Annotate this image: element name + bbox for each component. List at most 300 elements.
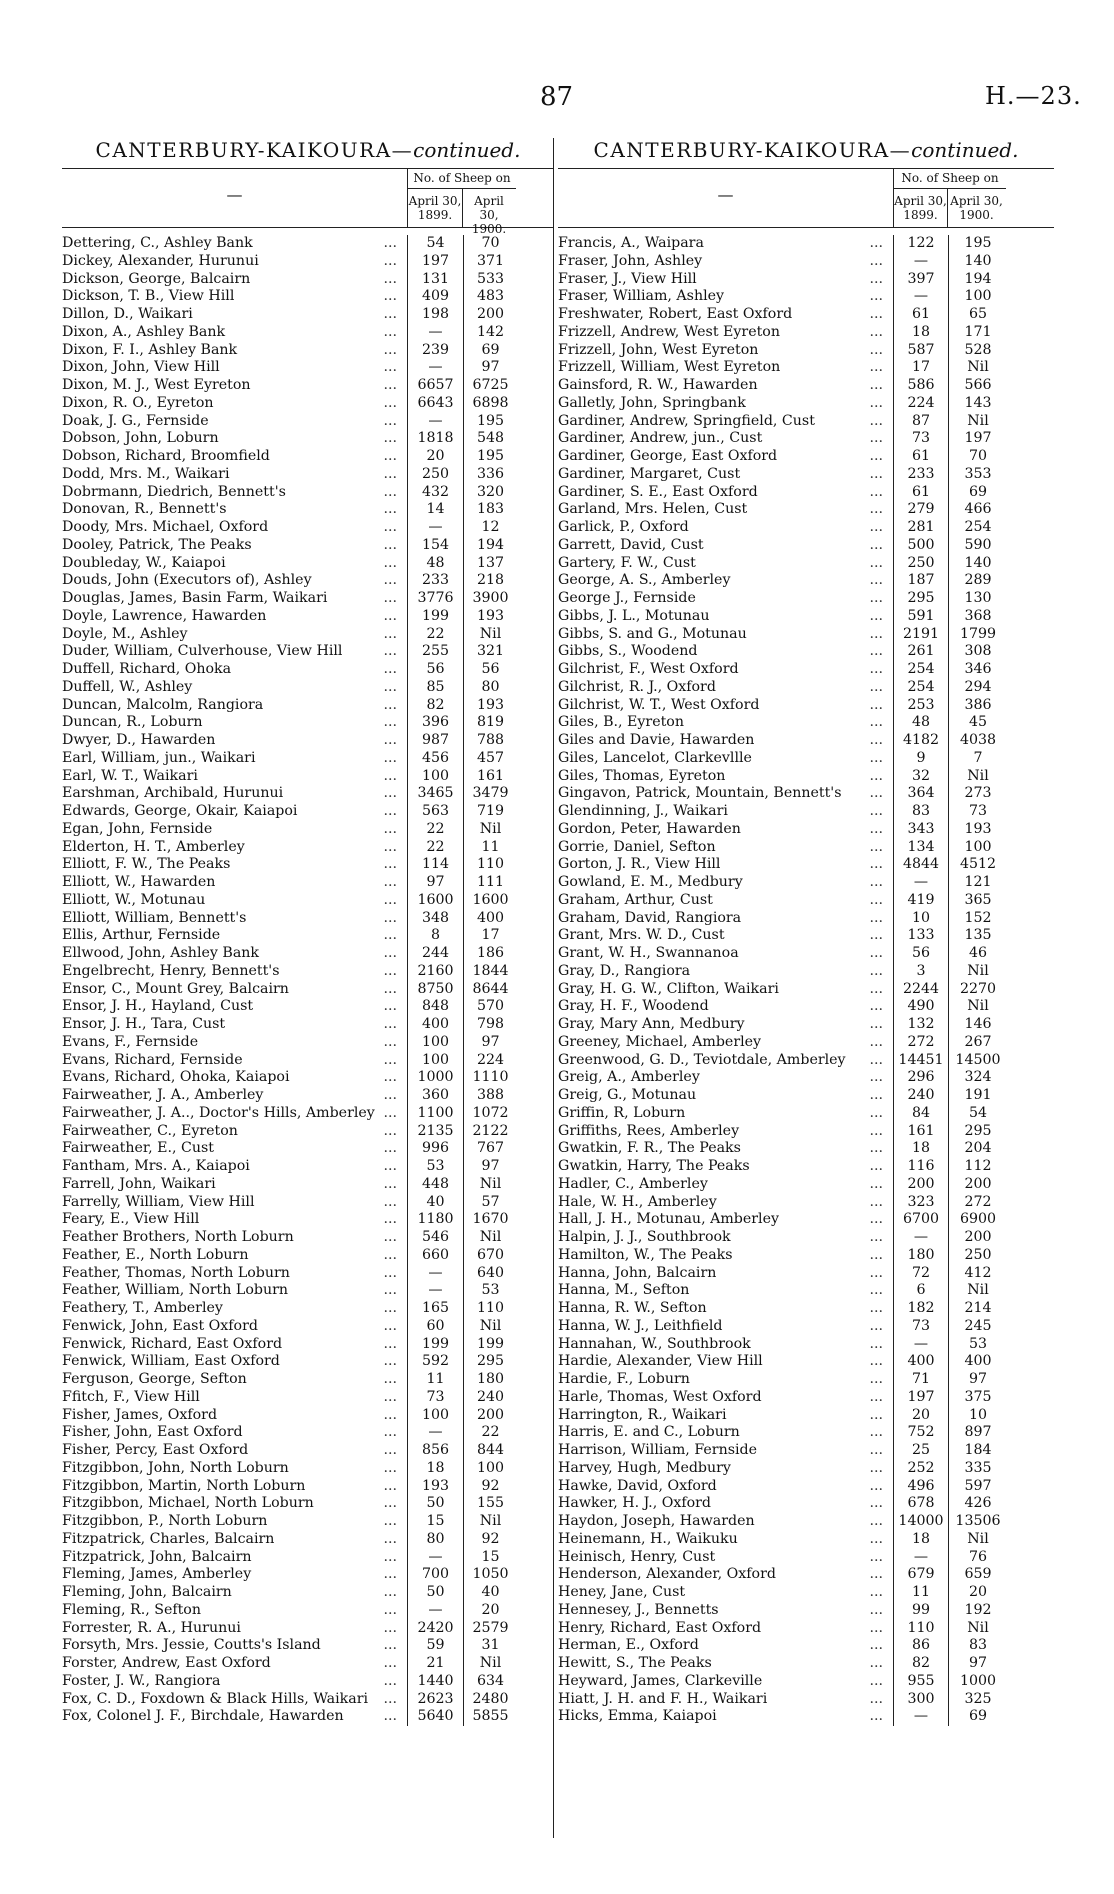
table-row xyxy=(62,1123,554,1141)
owner-name-text: Elderton, H. T., Amberley xyxy=(62,838,245,855)
sheep-1899: 60 xyxy=(407,1318,463,1336)
sheep-1899: 61 xyxy=(893,306,948,324)
dot-leader: ... xyxy=(869,1708,883,1725)
dot-leader: ... xyxy=(383,767,397,784)
sheep-1900: 844 xyxy=(463,1442,517,1460)
table-row xyxy=(558,927,1054,945)
table-row xyxy=(558,1566,1054,1584)
owner-name xyxy=(558,1087,893,1105)
owner-name-text: Duncan, Malcolm, Rangiora xyxy=(62,696,264,713)
owner-name xyxy=(62,785,407,803)
table-row xyxy=(558,1584,1054,1602)
owner-name xyxy=(558,395,893,413)
dot-leader: ... xyxy=(869,554,883,571)
table-row xyxy=(558,1123,1054,1141)
table-row xyxy=(558,324,1054,342)
dot-leader: ... xyxy=(383,909,397,926)
sheep-1899: 279 xyxy=(893,501,948,519)
owner-name-text: Gartery, F. W., Cust xyxy=(558,554,696,571)
owner-name xyxy=(62,1140,407,1158)
table-row xyxy=(62,572,554,590)
owner-name-text: Fitzpatrick, Charles, Balcairn xyxy=(62,1530,275,1547)
left-column xyxy=(62,138,554,1726)
table-row xyxy=(62,1069,554,1087)
sheep-1899: 419 xyxy=(893,892,948,910)
sheep-1900: 1050 xyxy=(463,1566,517,1584)
owner-name xyxy=(62,1478,407,1496)
owner-name xyxy=(558,856,893,874)
sheep-1899: 83 xyxy=(893,803,948,821)
dot-leader: ... xyxy=(383,1158,397,1174)
owner-name-text: Gingavon, Patrick, Mountain, Bennett's xyxy=(558,785,842,802)
table-row xyxy=(62,1424,554,1442)
sheep-1899: 490 xyxy=(893,998,948,1016)
owner-name-text: Earl, W. T., Waikari xyxy=(62,767,198,784)
sheep-1900: Nil xyxy=(948,998,1007,1016)
table-row xyxy=(62,1495,554,1513)
sheep-1900: 195 xyxy=(463,413,517,431)
sheep-1899: 240 xyxy=(893,1087,948,1105)
owner-name-text: Ensor, J. H., Tara, Cust xyxy=(62,1016,226,1032)
table-row xyxy=(558,1282,1054,1300)
table-row xyxy=(62,892,554,910)
owner-name-text: Giles and Davie, Hawarden xyxy=(558,732,755,748)
dot-leader: ... xyxy=(383,643,397,660)
owner-name-text: Dickson, George, Balcairn xyxy=(62,270,251,287)
sheep-1899: 73 xyxy=(893,1318,948,1336)
owner-name-text: Frizzell, John, West Eyreton xyxy=(558,341,759,358)
table-row xyxy=(558,1691,1054,1709)
owner-name-text: Fairweather, J. A.., Doctor's Hills, Amberley xyxy=(62,1104,375,1121)
sheep-1900: 10 xyxy=(948,1407,1007,1425)
table-row xyxy=(558,235,1054,253)
owner-name-text: Doody, Mrs. Michael, Oxford xyxy=(62,519,269,535)
sheep-1899: 165 xyxy=(407,1300,463,1318)
dot-leader: ... xyxy=(869,377,883,393)
owner-name-text: Feather, William, North Loburn xyxy=(62,1282,289,1299)
owner-name xyxy=(558,484,893,502)
sheep-1900: 897 xyxy=(948,1424,1007,1442)
table-row xyxy=(558,1318,1054,1336)
dot-leader: ... xyxy=(869,394,883,411)
table-row xyxy=(558,359,1054,377)
sheep-1900: 100 xyxy=(463,1460,517,1478)
owner-name xyxy=(558,555,893,573)
owner-name-text: Dettering, C., Ashley Bank xyxy=(62,235,253,251)
dot-leader: ... xyxy=(869,1193,883,1210)
sheep-1900: 634 xyxy=(463,1673,517,1691)
dot-leader: ... xyxy=(383,820,397,837)
sheep-1899: 8 xyxy=(407,927,463,945)
owner-name-text: Greeney, Michael, Amberley xyxy=(558,1033,762,1050)
sheep-1900: 2480 xyxy=(463,1691,517,1709)
sheep-1900: Nil xyxy=(948,1282,1007,1300)
sheep-1899: 360 xyxy=(407,1087,463,1105)
dot-leader: ... xyxy=(383,1442,397,1458)
owner-name-text: Gwatkin, F. R., The Peaks xyxy=(558,1140,741,1157)
sheep-1899: 100 xyxy=(407,768,463,786)
sheep-1900: 53 xyxy=(463,1282,517,1300)
dot-leader: ... xyxy=(869,323,883,340)
table-row xyxy=(62,608,554,626)
owner-name-text: Heinisch, Henry, Cust xyxy=(558,1548,716,1565)
owner-name-text: Farrelly, William, View Hill xyxy=(62,1193,255,1210)
sheep-1900: 53 xyxy=(948,1336,1007,1354)
owner-name xyxy=(558,1282,893,1300)
table-row xyxy=(558,945,1054,963)
owner-name xyxy=(558,1069,893,1087)
table-row xyxy=(62,1211,554,1229)
sheep-1900: 819 xyxy=(463,714,517,732)
dot-leader: ... xyxy=(383,607,397,624)
dot-leader: ... xyxy=(869,448,883,464)
owner-name-text: Garlick, P., Oxford xyxy=(558,519,689,535)
year-header-line: 1899. xyxy=(417,208,453,222)
sheep-1899: 660 xyxy=(407,1247,463,1265)
owner-name xyxy=(62,590,407,608)
sheep-1899: 80 xyxy=(407,1531,463,1549)
dot-leader: ... xyxy=(869,1601,883,1618)
owner-name xyxy=(62,413,407,431)
table-row xyxy=(558,1708,1054,1726)
table-row xyxy=(62,1531,554,1549)
sheep-1899: 56 xyxy=(407,661,463,679)
sheep-1900: 140 xyxy=(948,555,1007,573)
dot-leader: ... xyxy=(869,1477,883,1494)
sheep-1900: Nil xyxy=(463,1318,517,1336)
sheep-1900: 12 xyxy=(463,519,517,537)
sheep-1899: — xyxy=(407,1282,463,1300)
owner-name-text: Dixon, F. I., Ashley Bank xyxy=(62,341,238,358)
sheep-1900: 336 xyxy=(463,466,517,484)
owner-name xyxy=(558,572,893,590)
sheep-1899: — xyxy=(893,1549,948,1567)
sheep-1899: 1818 xyxy=(407,430,463,448)
dot-leader: ... xyxy=(383,962,397,979)
sheep-1899: 364 xyxy=(893,785,948,803)
owner-name xyxy=(62,874,407,892)
header-dash: — xyxy=(717,185,734,204)
table-row xyxy=(558,572,1054,590)
owner-name-text: Dixon, John, View Hill xyxy=(62,359,220,376)
owner-name-text: Greig, A., Amberley xyxy=(558,1069,700,1086)
table-row xyxy=(62,697,554,715)
owner-name-text: Giles, Thomas, Eyreton xyxy=(558,767,726,784)
owner-name xyxy=(62,1105,407,1123)
owner-name-text: Hanna, John, Balcairn xyxy=(558,1264,717,1281)
sheep-1899: — xyxy=(893,253,948,271)
sheep-1899: 343 xyxy=(893,821,948,839)
table-row xyxy=(558,1602,1054,1620)
dot-leader: ... xyxy=(869,1584,883,1600)
sheep-1900: 69 xyxy=(948,484,1007,502)
sheep-1899: 4844 xyxy=(893,856,948,874)
sheep-1899: 400 xyxy=(407,1016,463,1034)
sheep-1900: 13506 xyxy=(948,1513,1007,1531)
owner-name xyxy=(62,324,407,342)
owner-name xyxy=(558,1513,893,1531)
sheep-1900: 375 xyxy=(948,1389,1007,1407)
sheep-1899: 856 xyxy=(407,1442,463,1460)
owner-name xyxy=(62,1460,407,1478)
table-row xyxy=(558,342,1054,360)
dot-leader: ... xyxy=(869,1016,883,1032)
sheep-1900: 137 xyxy=(463,555,517,573)
sheep-1899: 97 xyxy=(407,874,463,892)
owner-name-text: Gibbs, J. L., Motunau xyxy=(558,607,710,624)
sheep-1900: 97 xyxy=(948,1655,1007,1673)
sheep-1899: 100 xyxy=(407,1407,463,1425)
owner-name-text: Dobson, John, Loburn xyxy=(62,430,219,447)
owner-name-text: Fenwick, Richard, East Oxford xyxy=(62,1335,283,1352)
dot-leader: ... xyxy=(383,519,397,535)
owner-name xyxy=(558,998,893,1016)
sheep-1900: 457 xyxy=(463,750,517,768)
table-row xyxy=(62,288,554,306)
owner-name-text: Elliott, William, Bennett's xyxy=(62,909,247,926)
owner-name-text: Griffin, R, Loburn xyxy=(558,1104,686,1121)
table-row xyxy=(62,732,554,750)
sheep-1900: 719 xyxy=(463,803,517,821)
owner-name-text: Hewitt, S., The Peaks xyxy=(558,1655,712,1671)
table-row xyxy=(558,839,1054,857)
sheep-1899: 224 xyxy=(893,395,948,413)
table-row xyxy=(558,377,1054,395)
sheep-1899: 6700 xyxy=(893,1211,948,1229)
dot-leader: ... xyxy=(869,1317,883,1334)
table-row xyxy=(62,626,554,644)
owner-name-text: Gwatkin, Harry, The Peaks xyxy=(558,1158,750,1174)
owner-name-text: Forsyth, Mrs. Jessie, Coutts's Island xyxy=(62,1637,321,1654)
sheep-1899: 82 xyxy=(407,697,463,715)
owner-name xyxy=(62,1549,407,1567)
column-title xyxy=(558,138,1054,168)
table-row xyxy=(558,253,1054,271)
sheep-1900: Nil xyxy=(948,1531,1007,1549)
table-row xyxy=(62,413,554,431)
sheep-1900: 195 xyxy=(463,448,517,466)
owner-name xyxy=(558,359,893,377)
dot-leader: ... xyxy=(383,678,397,695)
owner-name-text: Gibbs, S., Woodend xyxy=(558,643,698,660)
table-row xyxy=(62,750,554,768)
table-row xyxy=(62,590,554,608)
sheep-1899: 180 xyxy=(893,1247,948,1265)
dot-leader: ... xyxy=(869,838,883,855)
sheep-1900: 250 xyxy=(948,1247,1007,1265)
sheep-1899: 86 xyxy=(893,1637,948,1655)
dot-leader: ... xyxy=(869,945,883,961)
owner-name-text: Griffiths, Rees, Amberley xyxy=(558,1122,740,1139)
owner-name xyxy=(558,750,893,768)
sheep-1900: 65 xyxy=(948,306,1007,324)
owner-name xyxy=(558,643,893,661)
sheep-1899: 85 xyxy=(407,679,463,697)
dot-leader: ... xyxy=(869,661,883,677)
owner-name-text: Henry, Richard, East Oxford xyxy=(558,1619,762,1636)
sheep-1899: 10 xyxy=(893,910,948,928)
table-row xyxy=(558,1637,1054,1655)
sheep-1900: 204 xyxy=(948,1140,1007,1158)
dot-leader: ... xyxy=(869,607,883,624)
dot-leader: ... xyxy=(383,803,397,819)
table-row xyxy=(558,519,1054,537)
sheep-1899: 546 xyxy=(407,1229,463,1247)
owner-name xyxy=(558,910,893,928)
sheep-1899: 2244 xyxy=(893,981,948,999)
table-row xyxy=(62,1442,554,1460)
sheep-1899: — xyxy=(407,1265,463,1283)
table-row xyxy=(62,839,554,857)
table-row xyxy=(62,324,554,342)
owner-name xyxy=(558,1424,893,1442)
table-row xyxy=(558,1105,1054,1123)
sheep-1899: 18 xyxy=(893,324,948,342)
table-row xyxy=(558,714,1054,732)
owner-name xyxy=(62,1655,407,1673)
sheep-1900: 121 xyxy=(948,874,1007,892)
table-row xyxy=(62,1673,554,1691)
table-row xyxy=(558,1247,1054,1265)
dot-leader: ... xyxy=(869,820,883,837)
sheep-1900: 142 xyxy=(463,324,517,342)
table-row xyxy=(558,501,1054,519)
table-row xyxy=(558,626,1054,644)
sheep-1899: 116 xyxy=(893,1158,948,1176)
sheep-1900: 69 xyxy=(948,1708,1007,1726)
sheep-1900: 100 xyxy=(948,288,1007,306)
owner-name xyxy=(62,945,407,963)
owner-name xyxy=(558,377,893,395)
owner-name-text: Farrell, John, Waikari xyxy=(62,1175,216,1192)
owner-name xyxy=(62,910,407,928)
table-row xyxy=(558,1424,1054,1442)
sheep-1899: — xyxy=(407,1602,463,1620)
sheep-1900: 15 xyxy=(463,1549,517,1567)
owner-name xyxy=(558,1123,893,1141)
owner-name xyxy=(62,1424,407,1442)
dot-leader: ... xyxy=(869,1158,883,1174)
owner-name xyxy=(62,643,407,661)
owner-name xyxy=(62,803,407,821)
dot-leader: ... xyxy=(383,1353,397,1370)
table-row xyxy=(558,1229,1054,1247)
owner-name xyxy=(558,1602,893,1620)
owner-name-text: Fairweather, C., Eyreton xyxy=(62,1122,238,1139)
table-row xyxy=(558,608,1054,626)
owner-name-text: Fairweather, J. A., Amberley xyxy=(62,1087,264,1103)
dot-leader: ... xyxy=(869,1140,883,1157)
sheep-1900: 767 xyxy=(463,1140,517,1158)
owner-name-text: Hennesey, J., Bennetts xyxy=(558,1601,719,1618)
sheep-1900: 388 xyxy=(463,1087,517,1105)
sheep-1899: 592 xyxy=(407,1353,463,1371)
owner-name xyxy=(62,856,407,874)
sheep-1900: 45 xyxy=(948,714,1007,732)
sheep-1899: 53 xyxy=(407,1158,463,1176)
sheep-1899: 448 xyxy=(407,1176,463,1194)
owner-name xyxy=(62,1123,407,1141)
owner-name xyxy=(558,839,893,857)
sheep-1900: Nil xyxy=(463,821,517,839)
table-row xyxy=(558,1495,1054,1513)
sheep-1900: 193 xyxy=(463,608,517,626)
owner-name xyxy=(558,466,893,484)
owner-name-text: Hamilton, W., The Peaks xyxy=(558,1246,733,1263)
sheep-1900: 155 xyxy=(463,1495,517,1513)
table-row xyxy=(558,679,1054,697)
owner-name xyxy=(558,324,893,342)
owner-name xyxy=(62,714,407,732)
dot-leader: ... xyxy=(869,1353,883,1370)
sheep-1899: — xyxy=(893,288,948,306)
owner-name xyxy=(558,1407,893,1425)
sheep-1900: 161 xyxy=(463,768,517,786)
sheep-1900: 57 xyxy=(463,1194,517,1212)
sheep-1899: 82 xyxy=(893,1655,948,1673)
sheep-1899: 40 xyxy=(407,1194,463,1212)
sheep-1900: 320 xyxy=(463,484,517,502)
dot-leader: ... xyxy=(383,1477,397,1494)
dot-leader: ... xyxy=(869,1530,883,1547)
owner-name xyxy=(62,555,407,573)
owner-name xyxy=(62,1265,407,1283)
owner-name-text: Harrington, R., Waikari xyxy=(558,1406,727,1423)
dot-leader: ... xyxy=(383,572,397,589)
owner-name-text: Feather, Thomas, North Loburn xyxy=(62,1264,290,1281)
table-row xyxy=(62,679,554,697)
dot-leader: ... xyxy=(383,590,397,606)
sheep-1899: 3776 xyxy=(407,590,463,608)
table-row xyxy=(62,359,554,377)
owner-name xyxy=(558,1034,893,1052)
sheep-1899: 9 xyxy=(893,750,948,768)
owner-name-text: Doubleday, W., Kaiapoi xyxy=(62,554,226,571)
year-1899-header xyxy=(893,189,947,227)
sheep-1899: 122 xyxy=(893,235,948,253)
table-row xyxy=(558,537,1054,555)
sheep-1900: 17 xyxy=(463,927,517,945)
owner-name-text: George J., Fernside xyxy=(558,590,696,606)
sheep-1899: 987 xyxy=(407,732,463,750)
sheep-1900: 20 xyxy=(948,1584,1007,1602)
owner-name xyxy=(62,981,407,999)
sheep-1899: 87 xyxy=(893,413,948,431)
sheep-1900: 54 xyxy=(948,1105,1007,1123)
sheep-1899: 587 xyxy=(893,342,948,360)
sheep-1900: 5855 xyxy=(463,1708,517,1726)
owner-name-text: Fisher, James, Oxford xyxy=(62,1406,218,1423)
owner-name-text: Galletly, John, Springbank xyxy=(558,394,746,411)
table-row xyxy=(558,1052,1054,1070)
owner-name-text: Earshman, Archibald, Hurunui xyxy=(62,785,284,802)
year-1900-header xyxy=(462,189,515,236)
owner-name-text: Forrester, R. A., Hurunui xyxy=(62,1619,241,1636)
dot-leader: ... xyxy=(869,1566,883,1583)
sheep-1900: Nil xyxy=(463,626,517,644)
dot-leader: ... xyxy=(383,1104,397,1121)
owner-name xyxy=(62,998,407,1016)
sheep-1900: 1844 xyxy=(463,963,517,981)
owner-name xyxy=(558,1229,893,1247)
owner-name-text: Grant, Mrs. W. D., Cust xyxy=(558,927,725,944)
table-row xyxy=(558,1069,1054,1087)
table-row xyxy=(62,1229,554,1247)
table-row xyxy=(62,1336,554,1354)
table-row xyxy=(558,1140,1054,1158)
owner-name xyxy=(62,1407,407,1425)
dot-leader: ... xyxy=(869,962,883,979)
